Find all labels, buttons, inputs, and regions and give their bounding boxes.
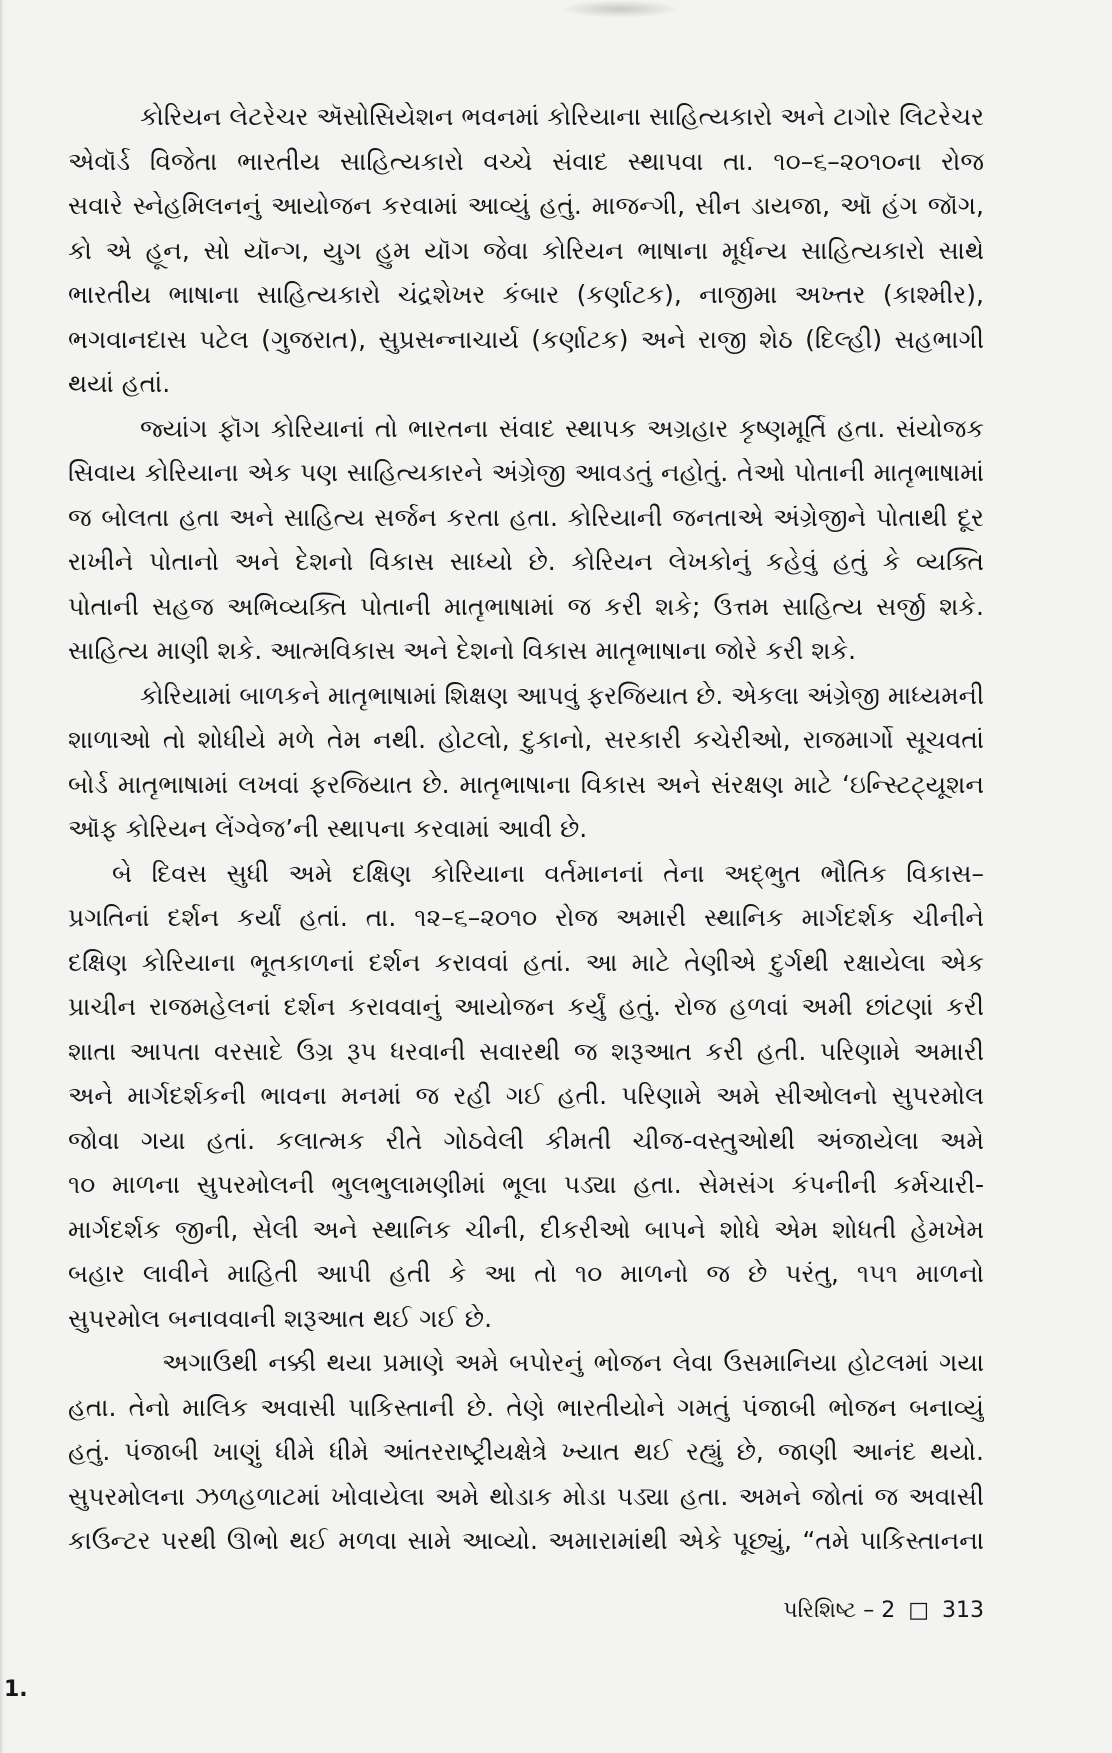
text-line: ભારતીય ભાષાના સાહિત્યકારો ચંદ્રશેખર કંબાર (કર્ણાટક), નાજીમા અખ્તર (કાશ્મીર), [68, 280, 984, 309]
text-line: પ્રગતિનાં દર્શન કર્યાં હતાં. તા. ૧૨–૬–૨૦૧૦ રોજ અમારી સ્થાનિક માર્ગદર્શક ચીનીને [68, 903, 984, 932]
text-line: અગાઉથી નક્કી થયા પ્રમાણે અમે બપોરનું ભોજન લેવા ઉસમાનિયા હોટલમાં ગયા [162, 1348, 984, 1377]
box-separator: □ [908, 1598, 929, 1623]
text-line: હતું. પંજાબી ખાણું ધીમે ધીમે આંતરરાષ્ટ્રીયક્ષેત્રે ખ્યાત થઈ રહ્યું છે, જાણી આનંદ થયો. [68, 1437, 984, 1466]
text-line: થયાં હતાં. [68, 369, 171, 398]
text-line: એવૉર્ડ વિજેતા ભારતીય સાહિત્યકારો વચ્ચે સંવાદ સ્થાપવા તા. ૧૦–૬–૨૦૧૦ના રોજ [68, 146, 984, 176]
text-line: જ બોલતા હતા અને સાહિત્ય સર્જન કરતા હતા. કોરિયાની જનતાએ અંગ્રેજીને પોતાથી દૂર [68, 502, 984, 532]
text-line: જ્યાંગ ફૉગ કોરિયાનાં તો ભારતના સંવાદ સ્થાપક અગ્રહાર કૃષ્ણમૂર્તિ હતા. સંયોજક [140, 413, 984, 443]
section-label: પરિશિષ્ટ – 2 [783, 1598, 896, 1623]
scan-smudge [560, 0, 680, 18]
text-line: માર્ગદર્શક જીની, સેલી અને સ્થાનિક ચીની, દીકરીઓ બાપને શોધે એમ શોધતી હેમખેમ [68, 1214, 984, 1244]
text-line: સુપરમોલના ઝળહળાટમાં ખોવાયેલા અમે થોડાક મોડા પડ્યા હતા. અમને જોતાં જ અવાસી [68, 1481, 984, 1511]
text-line: પ્રાચીન રાજમહેલનાં દર્શન કરાવવાનું આયોજન કર્યું હતું. રોજ હળવાં અમી છાંટણાં કરી [68, 992, 984, 1021]
paragraph [68, 407, 984, 674]
page-footer [783, 1594, 984, 1628]
paragraph [68, 1341, 984, 1564]
scan-edge [0, 0, 4, 1753]
text-line: કાઉન્ટર પરથી ઊભો થઈ મળવા સામે આવ્યો. અમારામાંથી એકે પૂછ્યું, “તમે પાકિસ્તાનના [68, 1526, 984, 1555]
text-line: સવારે સ્નેહમિલનનું આયોજન કરવામાં આવ્યું હતું. માજન્ગી, સીન ડાયજા, ઑ હંગ જૉગ, [68, 191, 984, 220]
text-line: સુપરમોલ બનાવવાની શરૂઆત થઈ ગઈ છે. [68, 1303, 493, 1333]
text-line: કોરિયામાં બાળકને માતૃભાષામાં શિક્ષણ આપવું ફરજિયાત છે. એકલા અંગ્રેજી માધ્યમની [140, 680, 984, 710]
text-line: ઑફ કોરિયન લેંગ્વેજ’ની સ્થાપના કરવામાં આવી છે. [68, 814, 588, 843]
page-body [68, 95, 984, 1564]
text-line: જોવા ગયા હતાં. કલાત્મક રીતે ગોઠવેલી કીમતી ચીજ-વસ્તુઓથી અંજાયેલા અમે [68, 1125, 984, 1155]
text-line: શાતા આપતા વરસાદે ઉગ્ર રૂપ ધરવાની સવારથી જ શરૂઆત કરી હતી. પરિણામે અમારી [68, 1036, 984, 1066]
text-line: પોતાની સહજ અભિવ્યક્તિ પોતાની માતૃભાષામાં જ કરી શકે; ઉત્તમ સાહિત્ય સર્જી શકે. [68, 591, 984, 621]
paragraph [68, 674, 984, 852]
text-line: સિવાય કોરિયાના એક પણ સાહિત્યકારને અંગ્રેજી આવડતું નહોતું. તેઓ પોતાની માતૃભાષામાં [68, 458, 984, 487]
text-line: કોરિયન લેટરેચર ઍસોસિયેશન ભવનમાં કોરિયાના સાહિત્યકારો અને ટાગોર લિટરેચર [140, 102, 984, 131]
text-line: કો એ હૂન, સો યૉન્ગ, યુગ હુમ યૉગ જેવા કોરિયન ભાષાના મૂર્ધન્ય સાહિત્યકારો સાથે [68, 235, 984, 265]
text-line: બહાર લાવીને માહિતી આપી હતી કે આ તો ૧૦ માળનો જ છે પરંતુ, ૧૫૧ માળનો [68, 1259, 984, 1288]
text-line: બોર્ડ માતૃભાષામાં લખવાં ફરજિયાત છે. માતૃભાષાના વિકાસ અને સંરક્ષણ માટે ‘ઇન્સ્ટિટ્યૂશન [68, 769, 984, 799]
text-line: અને માર્ગદર્શકની ભાવના મનમાં જ રહી ગઈ હતી. પરિણામે અમે સીઓલનો સુપરમોલ [68, 1081, 984, 1110]
text-line: ભગવાનદાસ પટેલ (ગુજરાત), સુપ્રસન્નાચાર્ય (કર્ણાટક) અને રાજી શેઠ (દિલ્હી) સહભાગી [68, 324, 984, 354]
paragraph [68, 95, 984, 407]
margin-mark: 1. [4, 1677, 28, 1702]
text-line: ૧૦ માળના સુપરમોલની ભુલભુલામણીમાં ભૂલા પડ્યા હતા. સેમસંગ કંપનીની કર્મચારી- [68, 1170, 984, 1199]
page-number: 313 [942, 1598, 984, 1623]
text-line: રાખીને પોતાનો અને દેશનો વિકાસ સાધ્યો છે. કોરિયન લેખકોનું કહેવું હતું કે વ્યક્તિ [68, 547, 984, 576]
text-line: શાળાઓ તો શોધીયે મળે તેમ નથી. હોટલો, દુકાનો, સરકારી કચેરીઓ, રાજમાર્ગો સૂચવતાં [68, 725, 984, 754]
text-line: સાહિત્ય માણી શકે. આત્મવિકાસ અને દેશનો વિકાસ માતૃભાષાના જોરે કરી શકે. [68, 636, 857, 665]
text-line: બે દિવસ સુધી અમે દક્ષિણ કોરિયાના વર્તમાનનાં તેના અદ્ભુત ભૌતિક વિકાસ– [112, 858, 984, 888]
text-line: હતા. તેનો માલિક અવાસી પાકિસ્તાની છે. તેણે ભારતીયોને ગમતું પંજાબી ભોજન બનાવ્યું [68, 1392, 984, 1422]
text-line: દક્ષિણ કોરિયાના ભૂતકાળનાં દર્શન કરાવવાં હતાં. આ માટે તેણીએ દુર્ગથી રક્ષાયેલા એક [68, 947, 984, 977]
paragraph [68, 852, 984, 1342]
